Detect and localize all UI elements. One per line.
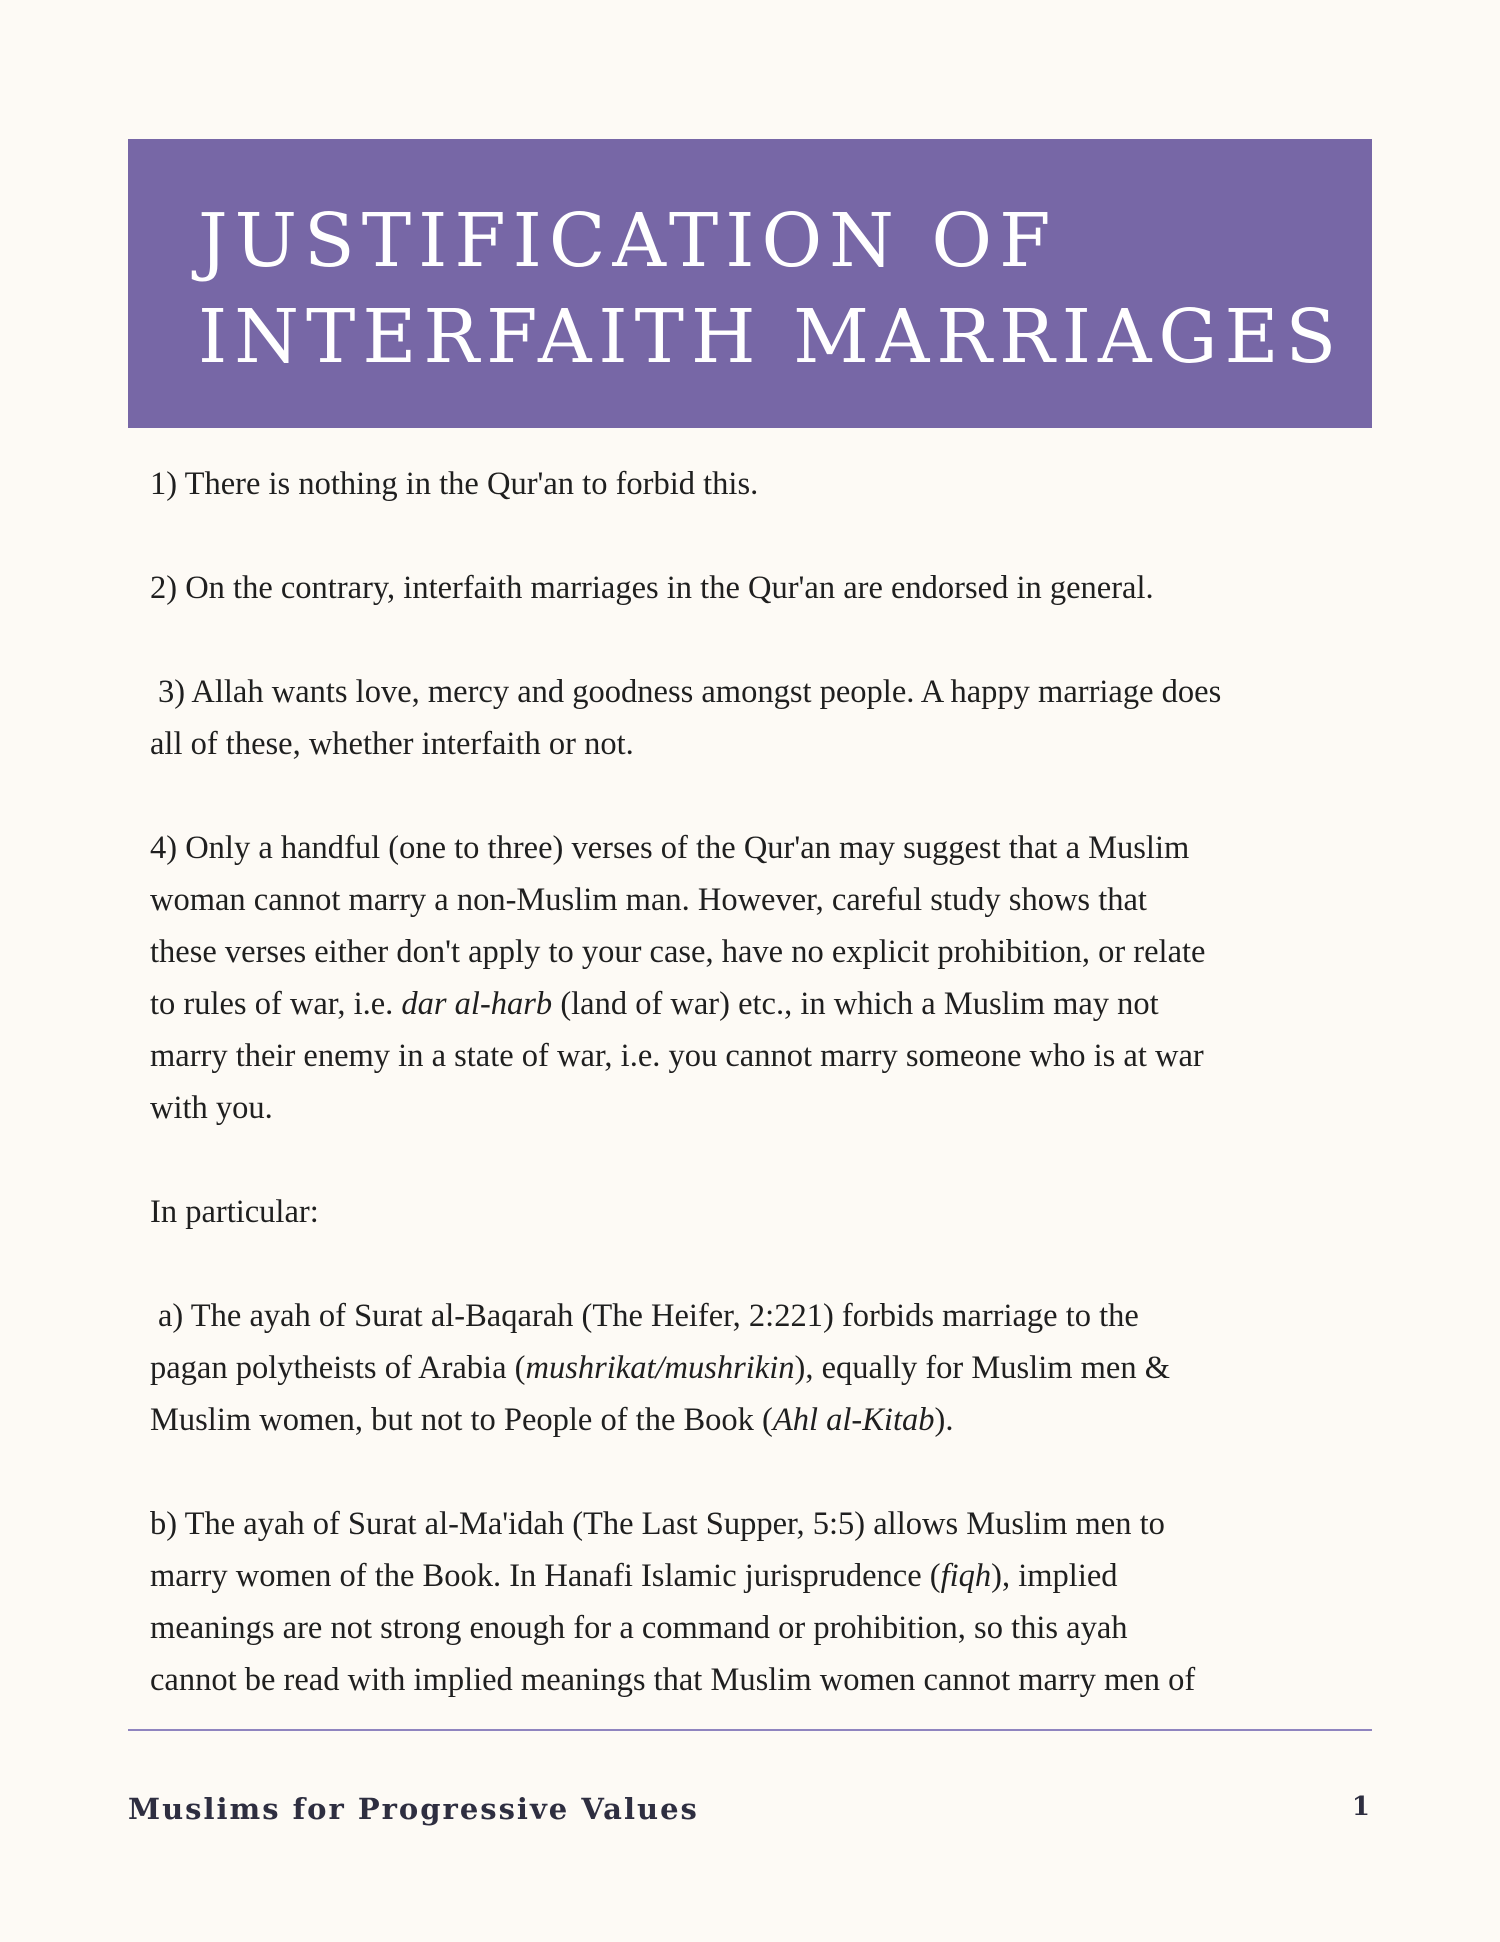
point-b-line-3: meanings are not strong enough for a command or prohibition, so this ayah bbox=[150, 1610, 1128, 1646]
point-a-line-2-pre: pagan polytheists of Arabia ( bbox=[150, 1350, 526, 1386]
footer-organization: Muslims for Progressive Values bbox=[128, 1792, 699, 1826]
point-b-line-2-post: ), implied bbox=[991, 1558, 1118, 1594]
point-2-text: 2) On the contrary, interfaith marriages in the Qur'an are endorsed in general. bbox=[150, 570, 1154, 606]
point-4-line-4-post: (land of war) etc., in which a Muslim may not bbox=[552, 986, 1159, 1022]
document-body bbox=[150, 458, 1360, 1758]
point-a-line-2 bbox=[150, 1342, 1360, 1394]
point-a bbox=[150, 1290, 1360, 1446]
page-title-line-2: INTERFAITH MARRIAGES bbox=[198, 294, 1344, 380]
point-4-line-4-pre: to rules of war, i.e. bbox=[150, 986, 402, 1022]
point-b-line-2-pre: marry women of the Book. In Hanafi Islamic jurisprudence ( bbox=[150, 1558, 941, 1594]
in-particular-text: In particular: bbox=[150, 1194, 319, 1230]
point-1-text: 1) There is nothing in the Qur'an to forbid this. bbox=[150, 466, 759, 502]
point-4-line-1: 4) Only a handful (one to three) verses of the Qur'an may suggest that a Muslim bbox=[150, 830, 1190, 866]
title-banner bbox=[128, 139, 1372, 428]
point-b-line-4: cannot be read with implied meanings that Muslim women cannot marry men of bbox=[150, 1662, 1196, 1698]
point-3 bbox=[150, 666, 1360, 770]
point-b bbox=[150, 1498, 1360, 1706]
point-a-line-2-post: ), equally for Muslim men & bbox=[794, 1350, 1170, 1386]
point-2 bbox=[150, 562, 1360, 614]
page-number: 1 bbox=[1351, 1792, 1370, 1822]
point-3-line-2: all of these, whether interfaith or not. bbox=[150, 726, 634, 762]
point-a-line-3 bbox=[150, 1394, 1360, 1446]
point-a-line-1: a) The ayah of Surat al-Baqarah (The Heifer, 2:221) forbids marriage to the bbox=[158, 1298, 1139, 1334]
point-4-line-2: woman cannot marry a non-Muslim man. However, careful study shows that bbox=[150, 882, 1147, 918]
point-a-line-3-pre: Muslim women, but not to People of the Book ( bbox=[150, 1402, 773, 1438]
in-particular-heading bbox=[150, 1186, 1360, 1238]
point-a-line-3-post: ). bbox=[934, 1402, 954, 1438]
term-ahl-al-kitab: Ahl al-Kitab bbox=[772, 1402, 935, 1438]
term-fiqh: fiqh bbox=[940, 1558, 992, 1594]
point-4-line-6: with you. bbox=[150, 1090, 273, 1126]
term-dar-al-harb: dar al-harb bbox=[401, 986, 553, 1022]
point-4 bbox=[150, 822, 1360, 1134]
point-3-line-1: 3) Allah wants love, mercy and goodness amongst people. A happy marriage does bbox=[158, 674, 1222, 710]
point-4-line-3: these verses either don't apply to your case, have no explicit prohibition, or relate bbox=[150, 934, 1206, 970]
point-b-line-2 bbox=[150, 1550, 1360, 1602]
point-1 bbox=[150, 458, 1360, 510]
footer-divider bbox=[128, 1729, 1372, 1731]
point-4-line-4 bbox=[150, 978, 1360, 1030]
point-b-line-1: b) The ayah of Surat al-Ma'idah (The Last Supper, 5:5) allows Muslim men to bbox=[150, 1506, 1165, 1542]
page-title-line-1: JUSTIFICATION OF bbox=[198, 198, 1058, 284]
point-4-line-5: marry their enemy in a state of war, i.e. you cannot marry someone who is at war bbox=[150, 1038, 1204, 1074]
term-mushrikat: mushrikat/mushrikin bbox=[525, 1350, 795, 1386]
